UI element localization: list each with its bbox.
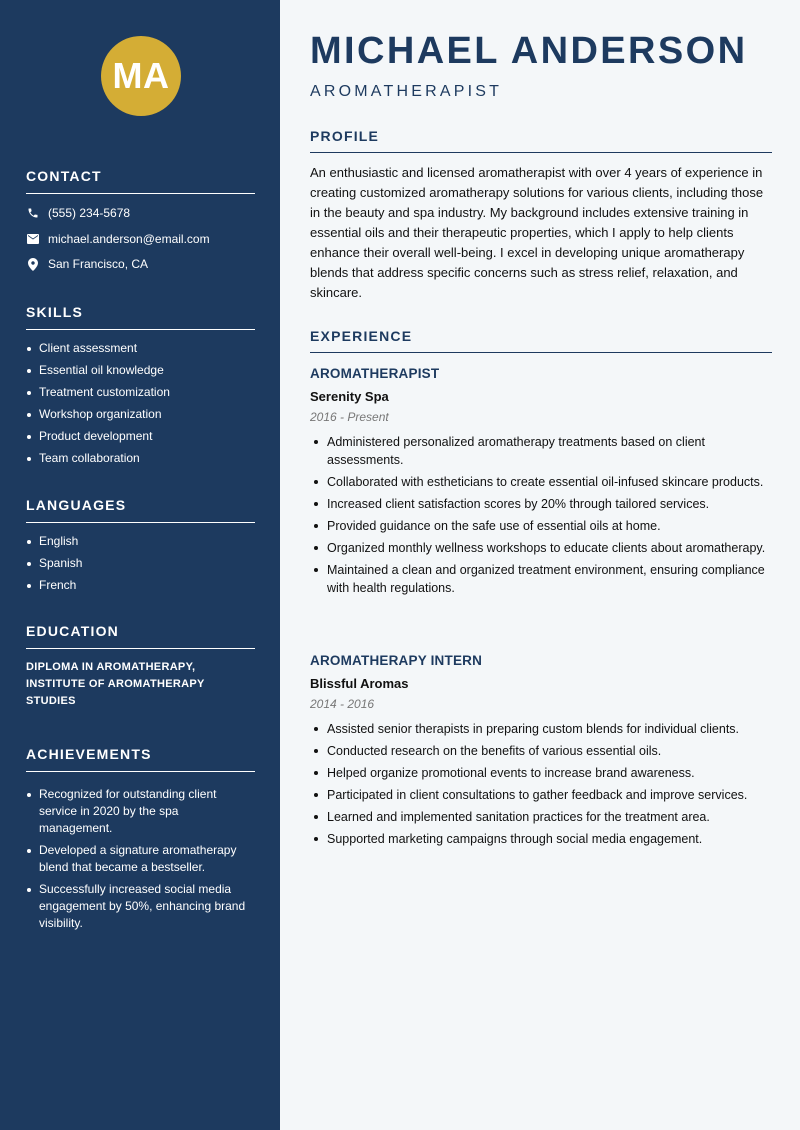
experience-heading: EXPERIENCE (310, 328, 772, 353)
list-item: Team collaboration (26, 450, 255, 467)
job-dates: 2016 - Present (310, 410, 389, 424)
sidebar (0, 0, 280, 1130)
location-pin-icon (26, 258, 39, 271)
avatar (101, 36, 181, 116)
list-item: Client assessment (26, 340, 255, 357)
list-item: Increased client satisfaction scores by 20% through tailored services. (310, 495, 772, 513)
list-item: Conducted research on the benefits of various essential oils. (310, 742, 772, 760)
contact-section (26, 168, 255, 273)
profile-text: An enthusiastic and licensed aromatherapist with over 4 years of experience in creating customized aromatherapy solutions for various clients, including those in the beauty and spa industry. My background includes extensive training in essential oils and their therapeutic properties, which I apply to help clients enhance their overall well-being. I excel in developing unique aromatherapy blends that address specific concerns such as stress relief, relaxation, and skincare. (310, 165, 764, 300)
job-company: Blissful Aromas (310, 676, 409, 691)
contact-phone-text: (555) 234-5678 (48, 206, 131, 220)
skills-section (26, 304, 255, 472)
list-item: Collaborated with estheticians to create essential oil-infused skincare products. (310, 473, 772, 491)
list-item: Essential oil knowledge (26, 362, 255, 379)
job-bullets (310, 433, 772, 597)
contact-email-text: michael.anderson@email.com (48, 231, 210, 246)
list-item: Provided guidance on the safe use of essential oils at home. (310, 517, 772, 535)
job-company: Serenity Spa (310, 389, 389, 404)
profile-heading: PROFILE (310, 128, 772, 153)
job-dates: 2014 - 2016 (310, 697, 375, 711)
contact-phone (26, 204, 255, 222)
languages-list (26, 533, 255, 594)
contact-email (26, 230, 255, 248)
phone-icon (26, 207, 39, 220)
list-item: Helped organize promotional events to increase brand awareness. (310, 764, 772, 782)
contact-heading: CONTACT (26, 168, 255, 194)
list-item: Workshop organization (26, 406, 255, 423)
achievements-heading: ACHIEVEMENTS (26, 746, 255, 772)
list-item: Administered personalized aromatherapy treatments based on client assessments. (310, 433, 772, 469)
education-heading: EDUCATION (26, 623, 255, 649)
list-item: Developed a signature aromatherapy blend that became a bestseller. (26, 842, 255, 876)
candidate-name: MICHAEL ANDERSON (310, 30, 748, 72)
list-item: Recognized for outstanding client service in 2020 by the spa management. (26, 786, 255, 837)
contact-list (26, 204, 255, 273)
list-item: Participated in client consultations to gather feedback and improve services. (310, 786, 772, 804)
job-entry (310, 366, 772, 601)
email-icon (26, 232, 39, 245)
candidate-title: AROMATHERAPIST (310, 83, 503, 100)
job-title: AROMATHERAPY INTERN (310, 653, 483, 668)
contact-location (26, 255, 255, 273)
languages-heading: LANGUAGES (26, 497, 255, 523)
list-item: Product development (26, 428, 255, 445)
list-item: English (26, 533, 255, 550)
education-degree: DIPLOMA IN AROMATHERAPY, INSTITUTE OF AROMATHERAPY STUDIES (26, 661, 205, 707)
achievements-section (26, 746, 255, 937)
skills-list (26, 340, 255, 467)
list-item: Organized monthly wellness workshops to educate clients about aromatherapy. (310, 539, 772, 557)
contact-location-text: San Francisco, CA (48, 257, 149, 271)
education-section (26, 623, 255, 710)
job-title: AROMATHERAPIST (310, 366, 440, 381)
achievements-list (26, 786, 255, 932)
list-item: Maintained a clean and organized treatment environment, ensuring compliance with health regulations. (310, 561, 772, 597)
skills-heading: SKILLS (26, 304, 255, 330)
avatar-initials: MA (112, 55, 170, 96)
list-item: Treatment customization (26, 384, 255, 401)
job-entry (310, 653, 772, 852)
list-item: Successfully increased social media engagement by 50%, enhancing brand visibility. (26, 881, 255, 932)
job-bullets (310, 720, 772, 848)
list-item: Assisted senior therapists in preparing custom blends for individual clients. (310, 720, 772, 738)
list-item: Learned and implemented sanitation practices for the treatment area. (310, 808, 772, 826)
list-item: Spanish (26, 555, 255, 572)
list-item: Supported marketing campaigns through social media engagement. (310, 830, 772, 848)
list-item: French (26, 577, 255, 594)
languages-section (26, 497, 255, 599)
